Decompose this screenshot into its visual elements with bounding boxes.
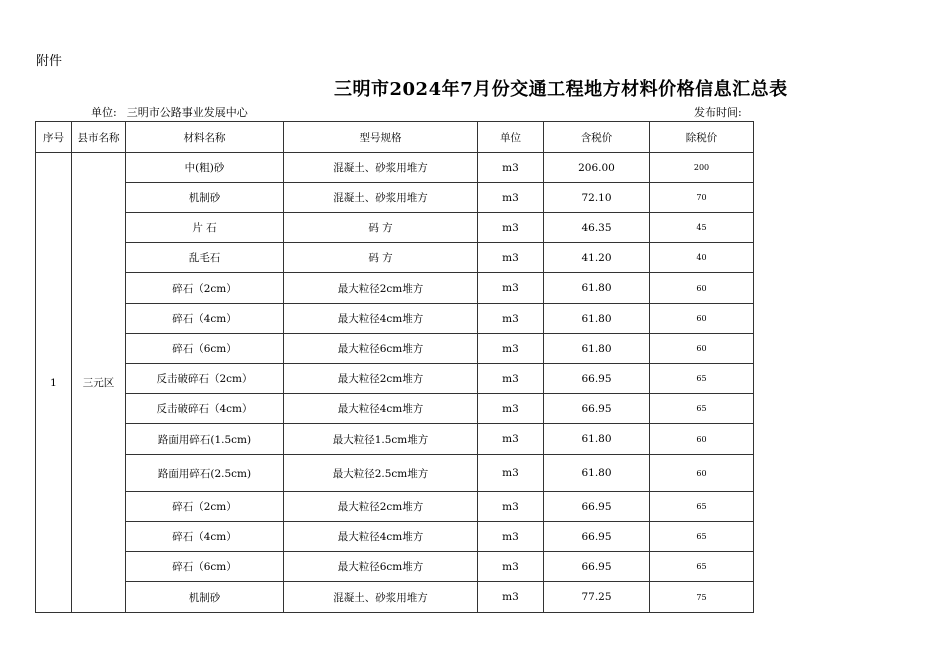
price-notax-cell: 65 [650,492,754,522]
table-header-row [36,122,754,153]
unit-cell: m3 [478,455,544,492]
table-row [36,213,754,243]
material-name: 碎石（2cm） [126,273,284,304]
price-tax-cell: 61.80 [544,455,650,492]
unit-cell: m3 [478,552,544,582]
price-tax-cell: 66.95 [544,364,650,394]
price-notax-cell: 60 [650,273,754,304]
header-index: 序号 [36,122,72,153]
price-notax-cell: 65 [650,364,754,394]
spec-cell: 最大粒径6cm堆方 [284,552,478,582]
issuing-unit [91,104,258,120]
spec-cell: 最大粒径1.5cm堆方 [284,424,478,455]
price-notax-cell: 40 [650,243,754,273]
unit-cell: m3 [478,273,544,304]
unit-value: 三明市公路事业发展中心 [126,106,248,119]
price-tax-cell: 206.00 [544,153,650,183]
price-notax-cell: 200 [650,153,754,183]
spec-cell: 码 方 [284,213,478,243]
price-notax-cell: 65 [650,552,754,582]
table-row [36,183,754,213]
group-county: 三元区 [72,153,126,613]
unit-cell: m3 [478,582,544,613]
spec-cell: 最大粒径6cm堆方 [284,334,478,364]
price-notax-cell: 60 [650,334,754,364]
header-unit: 单位 [478,122,544,153]
spec-cell: 最大粒径2cm堆方 [284,492,478,522]
material-name: 中(粗)砂 [126,153,284,183]
unit-cell: m3 [478,183,544,213]
spec-cell: 最大粒径2cm堆方 [284,364,478,394]
header-price-notax: 除税价 [650,122,754,153]
price-notax-cell: 60 [650,424,754,455]
unit-cell: m3 [478,213,544,243]
table-row [36,582,754,613]
spec-cell: 码 方 [284,243,478,273]
price-tax-cell: 61.80 [544,424,650,455]
price-notax-cell: 65 [650,522,754,552]
table-row [36,552,754,582]
price-notax-cell: 65 [650,394,754,424]
unit-label: 单位: [91,106,117,119]
price-notax-cell: 45 [650,213,754,243]
header-county: 县市名称 [72,122,126,153]
table-row [36,243,754,273]
unit-cell: m3 [478,153,544,183]
material-name: 碎石（4cm） [126,522,284,552]
table-row [36,304,754,334]
material-name: 路面用碎石(2.5cm) [126,455,284,492]
header-spec: 型号规格 [284,122,478,153]
unit-cell: m3 [478,243,544,273]
price-tax-cell: 61.80 [544,304,650,334]
spec-cell: 混凝土、砂浆用堆方 [284,153,478,183]
material-name: 碎石（6cm） [126,334,284,364]
table-row [36,522,754,552]
unit-cell: m3 [478,492,544,522]
material-name: 机制砂 [126,582,284,613]
unit-cell: m3 [478,522,544,552]
price-notax-cell: 60 [650,455,754,492]
price-tax-cell: 46.35 [544,213,650,243]
price-tax-cell: 66.95 [544,522,650,552]
header-material: 材料名称 [126,122,284,153]
price-tax-cell: 77.25 [544,582,650,613]
price-notax-cell: 60 [650,304,754,334]
document-title: 三明市2024年7月份交通工程地方材料价格信息汇总表 [334,79,788,100]
table-row [36,153,754,183]
attachment-label: 附件 [36,54,63,69]
group-index: 1 [36,153,72,613]
spec-cell: 最大粒径2.5cm堆方 [284,455,478,492]
price-tax-cell: 61.80 [544,273,650,304]
price-notax-cell: 75 [650,582,754,613]
price-tax-cell: 66.95 [544,394,650,424]
table-row [36,492,754,522]
spec-cell: 混凝土、砂浆用堆方 [284,582,478,613]
material-name: 反击破碎石（2cm） [126,364,284,394]
unit-cell: m3 [478,424,544,455]
material-name: 碎石（4cm） [126,304,284,334]
material-name: 路面用碎石(1.5cm) [126,424,284,455]
price-table [35,121,754,613]
price-tax-cell: 72.10 [544,183,650,213]
unit-cell: m3 [478,364,544,394]
material-name: 片 石 [126,213,284,243]
table-row [36,364,754,394]
table-row [36,334,754,364]
spec-cell: 最大粒径2cm堆方 [284,273,478,304]
spec-cell: 最大粒径4cm堆方 [284,304,478,334]
spec-cell: 最大粒径4cm堆方 [284,522,478,552]
price-notax-cell: 70 [650,183,754,213]
material-name: 反击破碎石（4cm） [126,394,284,424]
material-name: 碎石（6cm） [126,552,284,582]
table-row [36,455,754,492]
price-tax-cell: 66.95 [544,552,650,582]
table-row [36,424,754,455]
price-tax-cell: 66.95 [544,492,650,522]
publish-time-label: 发布时间: [694,106,742,119]
spec-cell: 最大粒径4cm堆方 [284,394,478,424]
table-row [36,394,754,424]
price-tax-cell: 41.20 [544,243,650,273]
material-name: 机制砂 [126,183,284,213]
unit-cell: m3 [478,394,544,424]
material-name: 碎石（2cm） [126,492,284,522]
unit-cell: m3 [478,304,544,334]
material-name: 乱毛石 [126,243,284,273]
price-tax-cell: 61.80 [544,334,650,364]
unit-cell: m3 [478,334,544,364]
header-price-tax: 含税价 [544,122,650,153]
table-row [36,273,754,304]
spec-cell: 混凝土、砂浆用堆方 [284,183,478,213]
